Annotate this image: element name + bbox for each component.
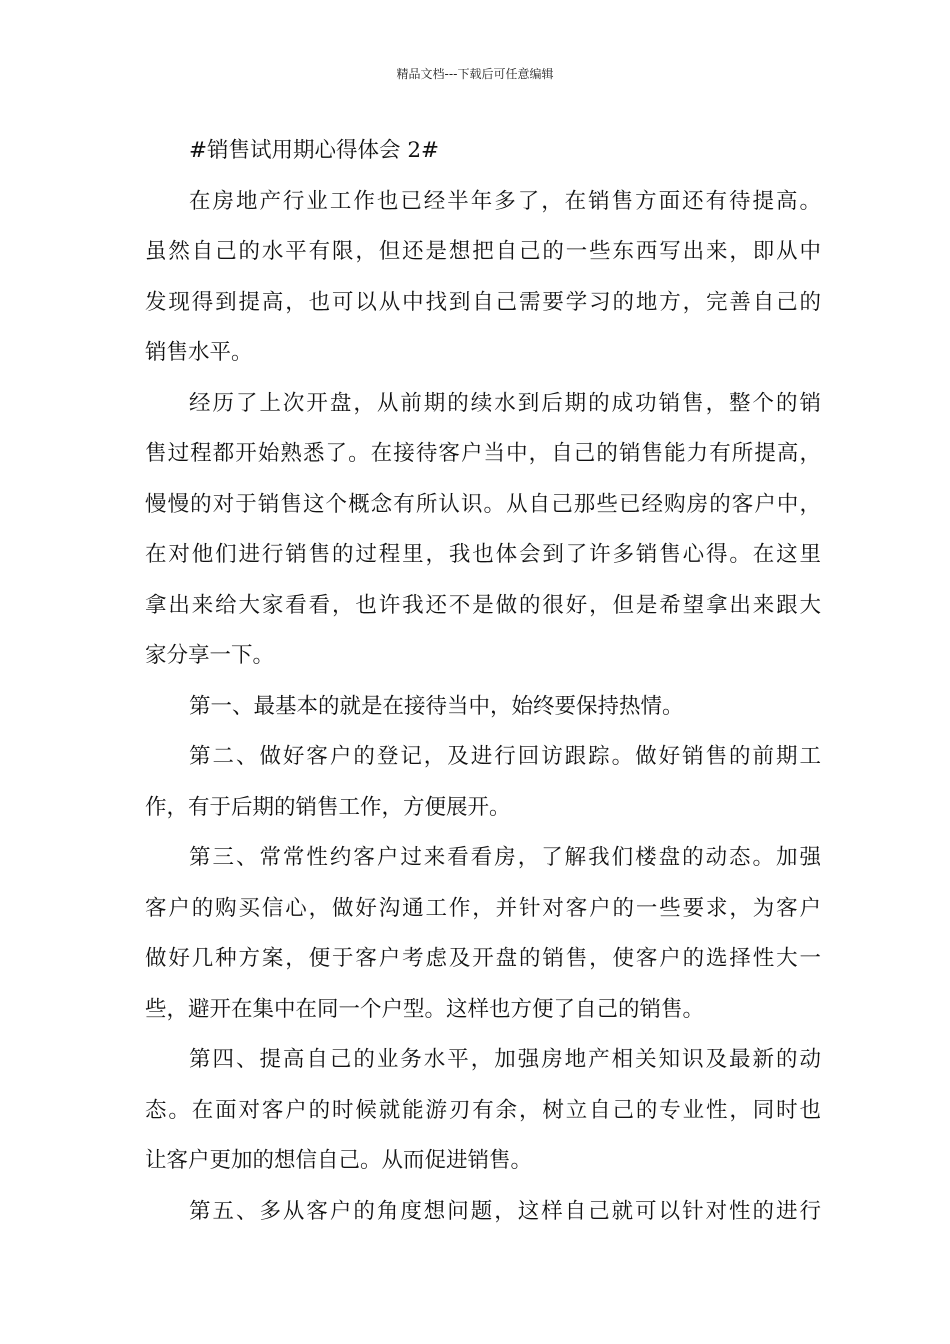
text-line: 在对他们进行销售的过程里，我也体会到了许多销售心得。在这里 [145,542,821,567]
text-line: 第四、提高自己的业务水平，加强房地产相关知识及最新的动 [189,1047,821,1072]
text-line: 做好几种方案，便于客户考虑及开盘的销售，使客户的选择性大一 [145,946,821,971]
text-line: 作，有于后期的销售工作，方便展开。 [145,794,511,820]
text-line: 态。在面对客户的时候就能游刃有余，树立自己的专业性，同时也 [145,1097,821,1123]
document-title: #销售试用期心得体会 2# [189,138,440,163]
text-line: 在房地产行业工作也已经半年多了，在销售方面还有待提高。 [189,188,821,214]
text-line: 家分享一下。 [145,643,275,668]
text-line: 第五、多从客户的角度想问题，这样自己就可以针对性的进行 [189,1198,821,1224]
text-line: 慢慢的对于销售这个概念有所认识。从自己那些已经购房的客户中， [145,491,821,517]
text-line: 销售水平。 [145,340,253,365]
text-line: 让客户更加的想信自己。从而促进销售。 [145,1148,533,1173]
text-line: 些，避开在集中在同一个户型。这样也方便了自己的销售。 [145,996,705,1022]
text-line: 第一、最基本的就是在接待当中，始终要保持热情。 [189,693,684,719]
text-line: 第三、常常性约客户过来看看房，了解我们楼盘的动态。加强 [189,845,821,870]
text-line: 拿出来给大家看看，也许我还不是做的很好，但是希望拿出来跟大 [145,592,821,618]
document-body [145,126,821,1237]
text-line: 第二、做好客户的登记，及进行回访跟踪。做好销售的前期工 [189,744,821,769]
text-line: 发现得到提高，也可以从中找到自己需要学习的地方，完善自己的 [145,289,821,315]
text-line: 客户的购买信心，做好沟通工作，并针对客户的一些要求，为客户 [145,895,821,921]
page-header: 精品文档---下载后可任意编辑 [396,67,554,81]
text-line: 售过程都开始熟悉了。在接待客户当中，自己的销售能力有所提高， [145,441,821,466]
text-line: 虽然自己的水平有限，但还是想把自己的一些东西写出来，即从中 [145,239,821,264]
text-line: 经历了上次开盘，从前期的续水到后期的成功销售，整个的销 [189,390,821,416]
